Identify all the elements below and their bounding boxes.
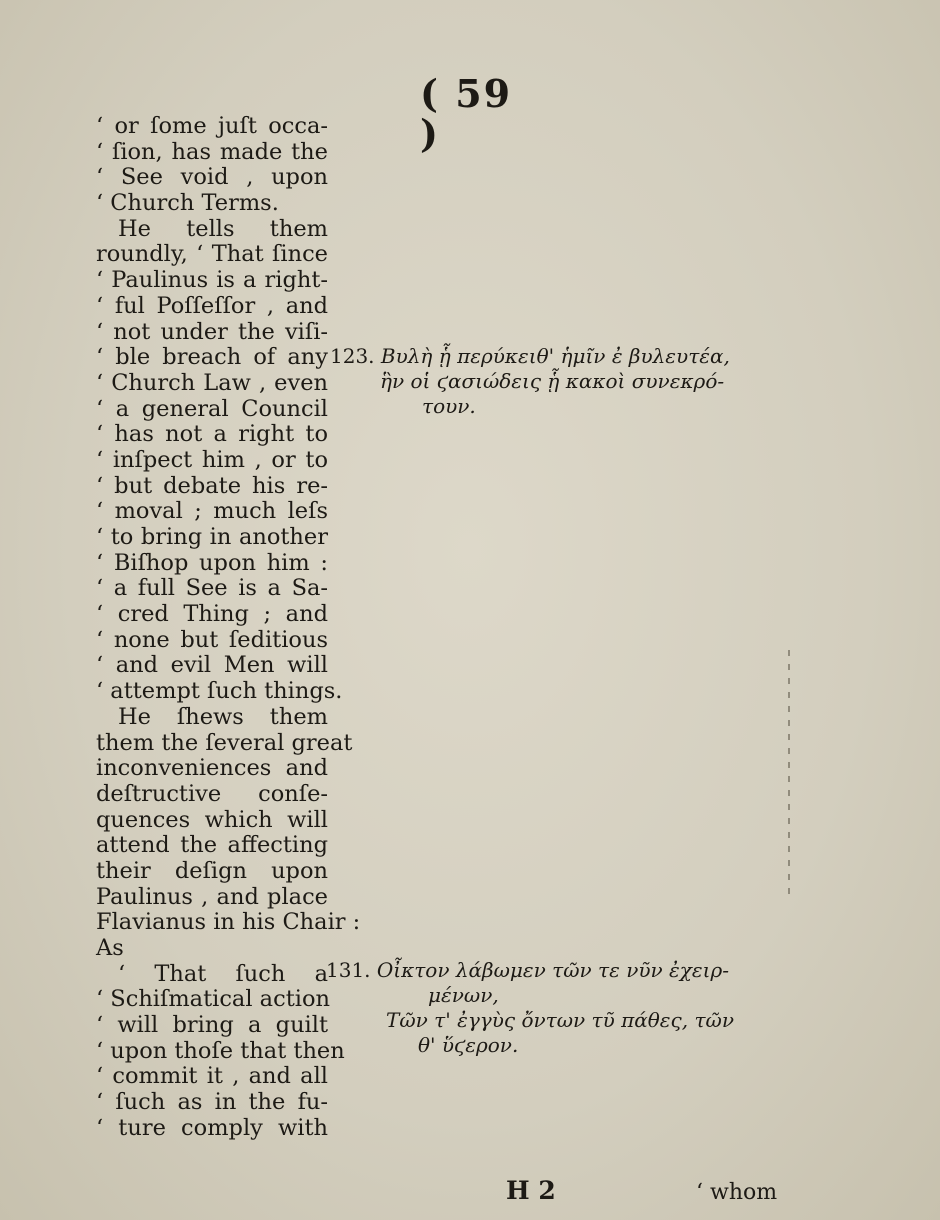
text-line: ‘ Schiſmatical action — [96, 986, 330, 1013]
text-line: Paulinus , and place — [96, 883, 328, 910]
text-line: deſtructive conſe- — [96, 780, 328, 807]
text-line: inconveniences and — [96, 755, 328, 782]
text-line: ‘ ſuch as in the fu- — [96, 1089, 328, 1116]
note-line: μένων, — [428, 983, 499, 1007]
text-line: Flavianus in his Chair : — [96, 909, 361, 936]
text-line: ‘ That ſuch a — [118, 960, 328, 987]
text-line: ‘ attempt ſuch things. — [96, 678, 343, 705]
text-line: ‘ not under the viſi- — [96, 318, 328, 345]
note-line: θ' ὕϛερον. — [418, 1033, 519, 1057]
text-line: As — [96, 935, 124, 961]
note-line: Τῶν τ' ἐγγὺς ὄντων τῦ πάθες, τῶν — [386, 1008, 734, 1032]
text-line: ‘ ture comply with — [96, 1114, 328, 1141]
text-line: ‘ but debate his re- — [96, 472, 328, 499]
note-first-line — [330, 344, 730, 369]
text-line: ‘ and evil Men will — [96, 652, 328, 679]
page-number: ( 59 ) — [420, 71, 513, 156]
margin-rule — [788, 650, 790, 900]
signature-mark: H 2 — [506, 1176, 556, 1205]
text-line: ‘ Biſhop upon him : — [96, 549, 328, 576]
text-line: He tells them — [118, 215, 328, 242]
text-line: ‘ cred Thing ; and — [96, 601, 328, 628]
text-line: ‘ has not a right to — [96, 421, 328, 448]
text-line: ‘ commit it , and all — [96, 1063, 328, 1090]
text-line: ‘ Church Terms. — [96, 190, 279, 217]
text-line: ‘ upon thoſe that then — [96, 1037, 345, 1064]
text-line: ‘ will bring a guilt — [96, 1012, 328, 1039]
note-line: τουν. — [422, 394, 476, 418]
note-first-line — [326, 958, 734, 983]
text-line: ‘ moval ; much leſs — [96, 498, 328, 525]
note-number: 131. — [326, 958, 371, 982]
note-line: Βυλὴ ᾗ περύκειθ' ἡμῖν ἐ βυλευτέα, — [380, 344, 730, 368]
text-line: ‘ ful Poſſeſſor , and — [96, 292, 328, 319]
note-line: Οἶκτον λάβωμεν τῶν τε νῦν ἐχειρ- — [376, 958, 729, 982]
catchword: ‘ whom — [696, 1180, 778, 1205]
text-line: roundly, ‘ That ſince — [96, 241, 328, 268]
text-line: ‘ or ſome juſt occa- — [96, 113, 328, 139]
text-line: ‘ inſpect him , or to — [96, 446, 328, 473]
note-number: 123. — [330, 344, 375, 368]
text-line: quences which will — [96, 806, 328, 833]
margin-note-123 — [330, 344, 730, 419]
margin-note-131 — [326, 958, 734, 1058]
text-line: ‘ ble breach of any — [96, 344, 328, 371]
text-line: attend the affecting — [96, 832, 328, 859]
text-line: ‘ a full See is a Sa- — [96, 575, 328, 602]
text-line: ‘ ſion, has made the — [96, 138, 328, 165]
text-line: ‘ a general Council — [96, 395, 328, 422]
text-line: ‘ none but ſeditious — [96, 626, 328, 653]
text-line: their deſign upon — [96, 857, 328, 884]
text-line: them the ſeveral great — [96, 729, 353, 756]
text-line: He ſhews them — [118, 703, 328, 730]
text-line: ‘ See void , upon — [96, 164, 328, 191]
note-line: ἣν οἱ ϛασιώδεις ᾗ κακοὶ συνεκρό- — [380, 369, 725, 393]
text-line: ‘ Paulinus is a right- — [96, 267, 328, 294]
text-line: ‘ Church Law , even — [96, 369, 328, 396]
text-line: ‘ to bring in another — [96, 524, 328, 550]
